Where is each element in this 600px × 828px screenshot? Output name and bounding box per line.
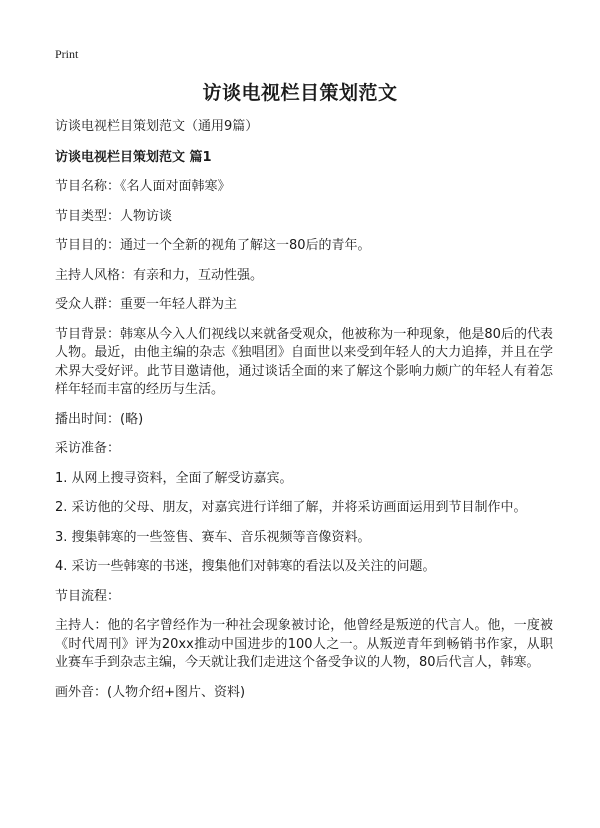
document-body (55, 118, 553, 713)
paragraph-air-time: 播出时间：(略) (55, 411, 144, 427)
list-item-prep-1: 1. 从网上搜寻资料，全面了解受访嘉宾。 (55, 470, 293, 486)
section-heading: 访谈电视栏目策划范文 篇1 (55, 149, 212, 165)
paragraph-audience: 受众人群：重要一年轻人群为主 (55, 297, 238, 312)
print-link[interactable]: Print (55, 47, 79, 61)
paragraph-program-type: 节目类型：人物访谈 (55, 208, 173, 224)
paragraph-host-intro: 主持人：他的名字曾经作为一种社会现象被讨论，他曾经是叛逆的代言人。他，一度被《时代周刊》评为20xx推动中国进步的100人之一。从叛逆青年到畅销书作家，从职业赛车手到杂志主编，今天就让我们走进这个备受争议的人物，80后代言人，韩寒。 (55, 618, 553, 670)
paragraph-program-name: 节目名称：《名人面对面韩寒》 (55, 179, 231, 194)
paragraph-program-flow: 节目流程： (55, 588, 121, 604)
document-subtitle: 访谈电视栏目策划范文（通用9篇） (55, 119, 259, 134)
paragraph-background: 节目背景：韩寒从今入人们视线以来就备受观众，他被称为一种现象，他是80后的代表人物。最近，由他主编的杂志《独唱团》自面世以来受到年轻人的大力追捧，并且在学术界大受好评。此节目邀请他，通过谈话全面的来了解这个影响力颇广的年轻人有着怎样年轻而丰富的经历与生活。 (55, 326, 553, 397)
paragraph-program-purpose: 节目目的：通过一个全新的视角了解这一80后的青年。 (55, 238, 371, 253)
paragraph-interview-prep: 采访准备： (55, 441, 121, 456)
page-title: 访谈电视栏目策划范文 (202, 82, 398, 104)
list-item-prep-3: 3. 搜集韩寒的一些签售、赛车、音乐视频等音像资料。 (55, 529, 371, 545)
paragraph-voiceover: 画外音：(人物介绍+图片、资料) (55, 684, 246, 700)
list-item-prep-2: 2. 采访他的父母、朋友，对嘉宾进行详细了解，并将采访画面运用到节目制作中。 (55, 500, 527, 515)
paragraph-host-style: 主持人风格：有亲和力，互动性强。 (55, 267, 264, 283)
list-item-prep-4: 4. 采访一些韩寒的书迷，搜集他们对韩寒的看法以及关注的问题。 (55, 559, 436, 574)
